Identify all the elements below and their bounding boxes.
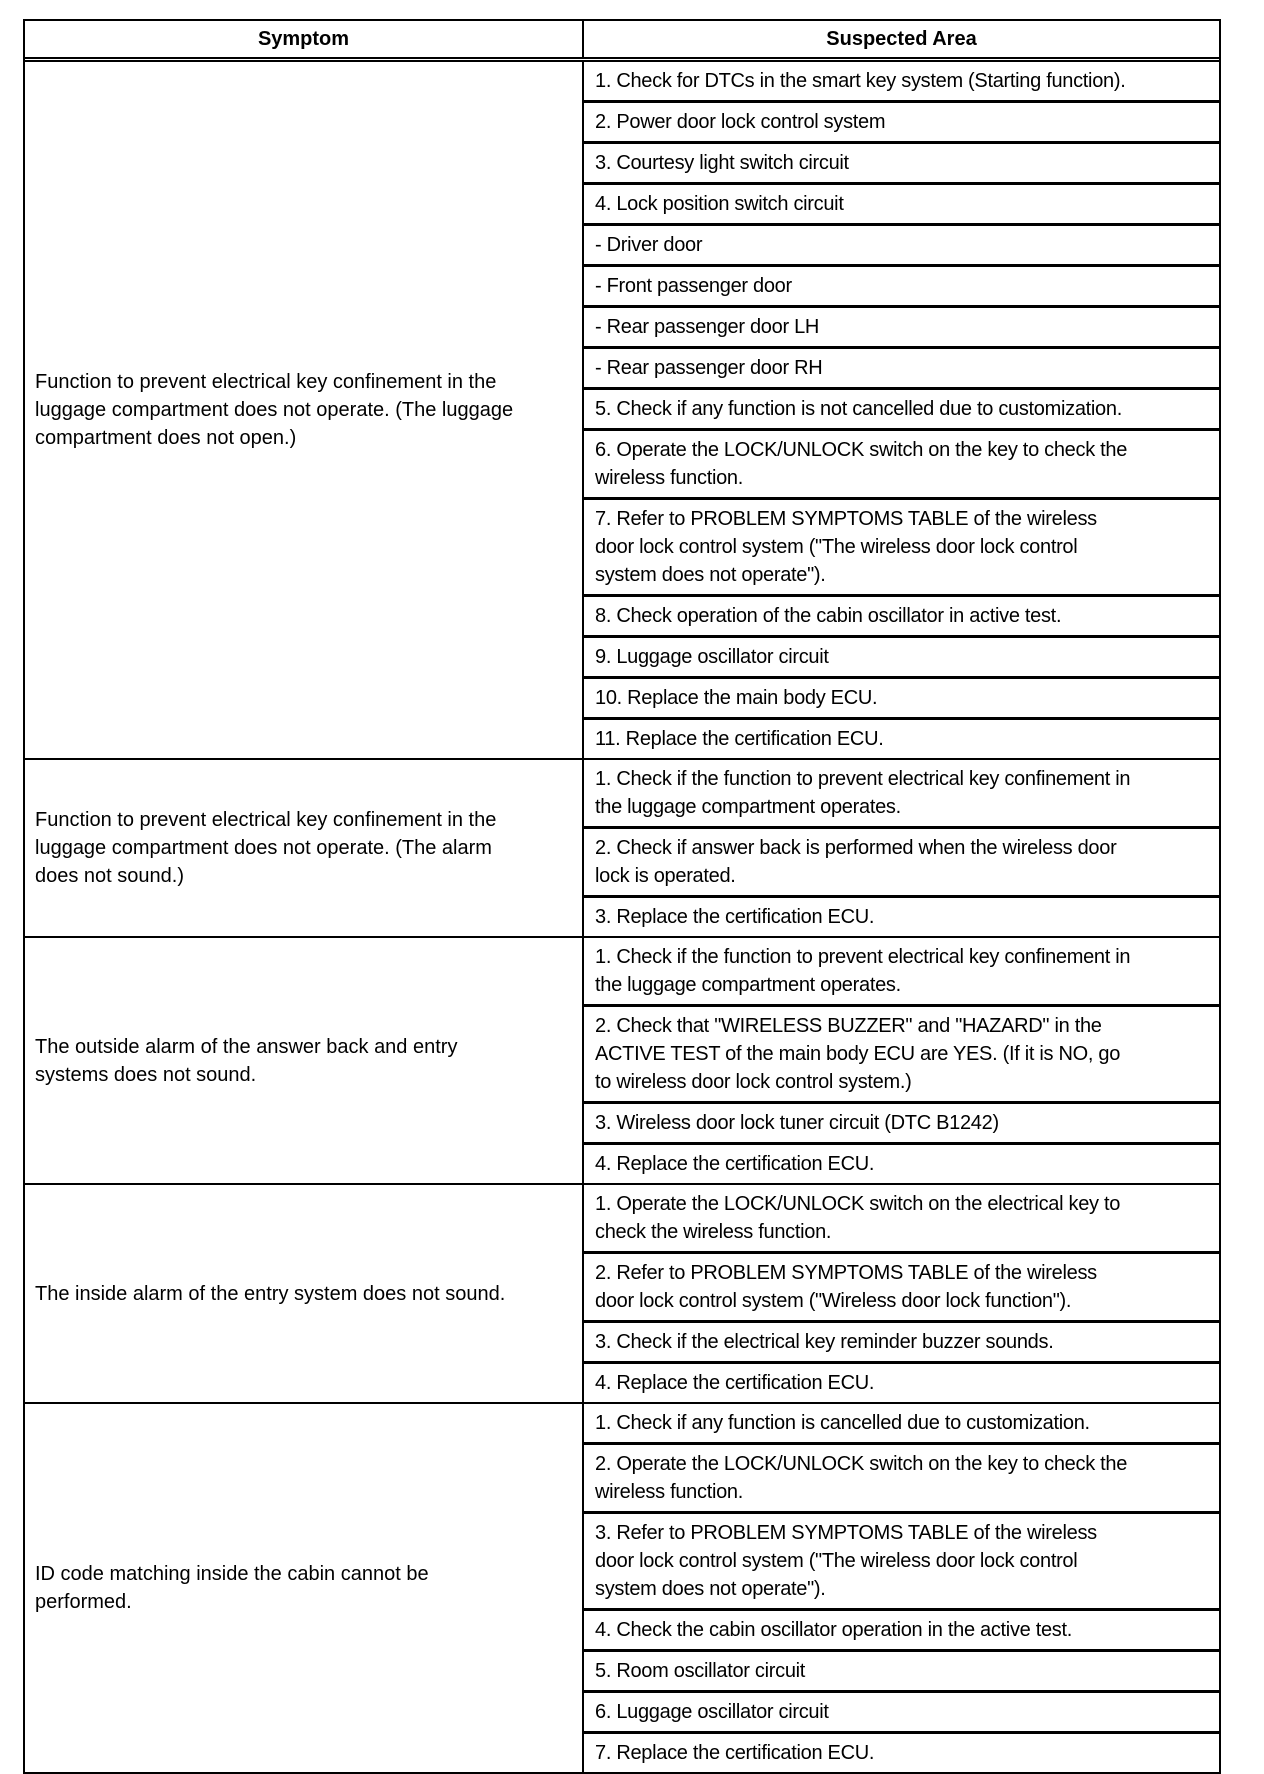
suspected-area-cell: 4. Lock position switch circuit	[584, 185, 1219, 226]
suspected-area-cell: 10. Replace the main body ECU.	[584, 679, 1219, 720]
suspected-area-cell: 3. Wireless door lock tuner circuit (DTC B1242)	[584, 1104, 1219, 1145]
suspected-area-cell: 4. Check the cabin oscillator operation in the active test.	[584, 1611, 1219, 1652]
header-suspected-area: Suspected Area	[826, 27, 977, 50]
table-row	[25, 938, 1219, 1185]
table-row	[25, 760, 1219, 938]
suspected-area-cell: 4. Replace the certification ECU.	[595, 1153, 875, 1175]
suspected-area-cell: 3. Check if the electrical key reminder buzzer sounds.	[584, 1323, 1219, 1364]
suspected-area-cell: 1. Operate the LOCK/UNLOCK switch on the electrical key to check the wireless function.	[584, 1185, 1219, 1254]
table-row	[25, 1185, 1219, 1404]
suspected-area-cell: 7. Replace the certification ECU.	[595, 1742, 875, 1764]
problem-symptoms-table	[23, 19, 1221, 1774]
suspected-area-cell: 2. Check that "WIRELESS BUZZER" and "HAZARD" in the ACTIVE TEST of the main body ECU are YES. (If it is NO, go to wireless door lock control system.)	[584, 1007, 1219, 1104]
suspected-area-cell: 9. Luggage oscillator circuit	[584, 638, 1219, 679]
suspected-area-cell: - Rear passenger door RH	[584, 349, 1219, 390]
table-body	[25, 62, 1219, 1772]
suspected-area-cell: 5. Check if any function is not cancelled due to customization.	[584, 390, 1219, 431]
suspected-area-list	[584, 1185, 1219, 1402]
suspected-area-list	[584, 62, 1219, 758]
suspected-area-list	[584, 938, 1219, 1183]
symptom-cell: Function to prevent electrical key confinement in the luggage compartment does not operate. (The alarm does not sound.)	[25, 760, 584, 936]
suspected-area-cell: 2. Check if answer back is performed when the wireless door lock is operated.	[584, 829, 1219, 898]
suspected-area-cell: 3. Replace the certification ECU.	[595, 906, 875, 928]
suspected-area-cell: 1. Check if the function to prevent electrical key confinement in the luggage compartment operates.	[584, 760, 1219, 829]
symptom-cell: ID code matching inside the cabin cannot be performed.	[25, 1404, 584, 1772]
suspected-area-cell: 11. Replace the certification ECU.	[595, 728, 884, 750]
suspected-area-cell: 1. Check for DTCs in the smart key system (Starting function).	[584, 62, 1219, 103]
symptom-cell: The outside alarm of the answer back and entry systems does not sound.	[25, 938, 584, 1183]
suspected-area-list	[584, 760, 1219, 936]
symptom-cell: The inside alarm of the entry system does not sound.	[25, 1185, 584, 1402]
suspected-area-cell: 4. Replace the certification ECU.	[595, 1372, 875, 1394]
suspected-area-cell: 3. Refer to PROBLEM SYMPTOMS TABLE of the wireless door lock control system ("The wireless door lock control system does not operate").	[584, 1514, 1219, 1611]
suspected-area-cell: - Front passenger door	[584, 267, 1219, 308]
suspected-area-cell: 1. Check if the function to prevent electrical key confinement in the luggage compartment operates.	[584, 938, 1219, 1007]
table-row	[25, 62, 1219, 760]
suspected-area-cell: 2. Power door lock control system	[584, 103, 1219, 144]
suspected-area-cell: - Driver door	[584, 226, 1219, 267]
suspected-area-cell: 3. Courtesy light switch circuit	[584, 144, 1219, 185]
header-symptom: Symptom	[25, 21, 584, 57]
suspected-area-cell: 5. Room oscillator circuit	[584, 1652, 1219, 1693]
suspected-area-cell: 2. Refer to PROBLEM SYMPTOMS TABLE of the wireless door lock control system ("Wireless door lock function").	[584, 1254, 1219, 1323]
suspected-area-cell: 6. Operate the LOCK/UNLOCK switch on the key to check the wireless function.	[584, 431, 1219, 500]
suspected-area-cell: 8. Check operation of the cabin oscillator in active test.	[584, 597, 1219, 638]
symptom-cell: Function to prevent electrical key confinement in the luggage compartment does not operate. (The luggage compartment does not open.)	[25, 62, 584, 758]
suspected-area-cell: 2. Operate the LOCK/UNLOCK switch on the key to check the wireless function.	[584, 1445, 1219, 1514]
table-header	[25, 21, 1219, 62]
table-row	[25, 1404, 1219, 1772]
suspected-area-cell: 7. Refer to PROBLEM SYMPTOMS TABLE of the wireless door lock control system ("The wireless door lock control system does not operate").	[584, 500, 1219, 597]
suspected-area-cell: 6. Luggage oscillator circuit	[584, 1693, 1219, 1734]
suspected-area-cell: 1. Check if any function is cancelled due to customization.	[584, 1404, 1219, 1445]
suspected-area-cell: - Rear passenger door LH	[584, 308, 1219, 349]
suspected-area-list	[584, 1404, 1219, 1772]
